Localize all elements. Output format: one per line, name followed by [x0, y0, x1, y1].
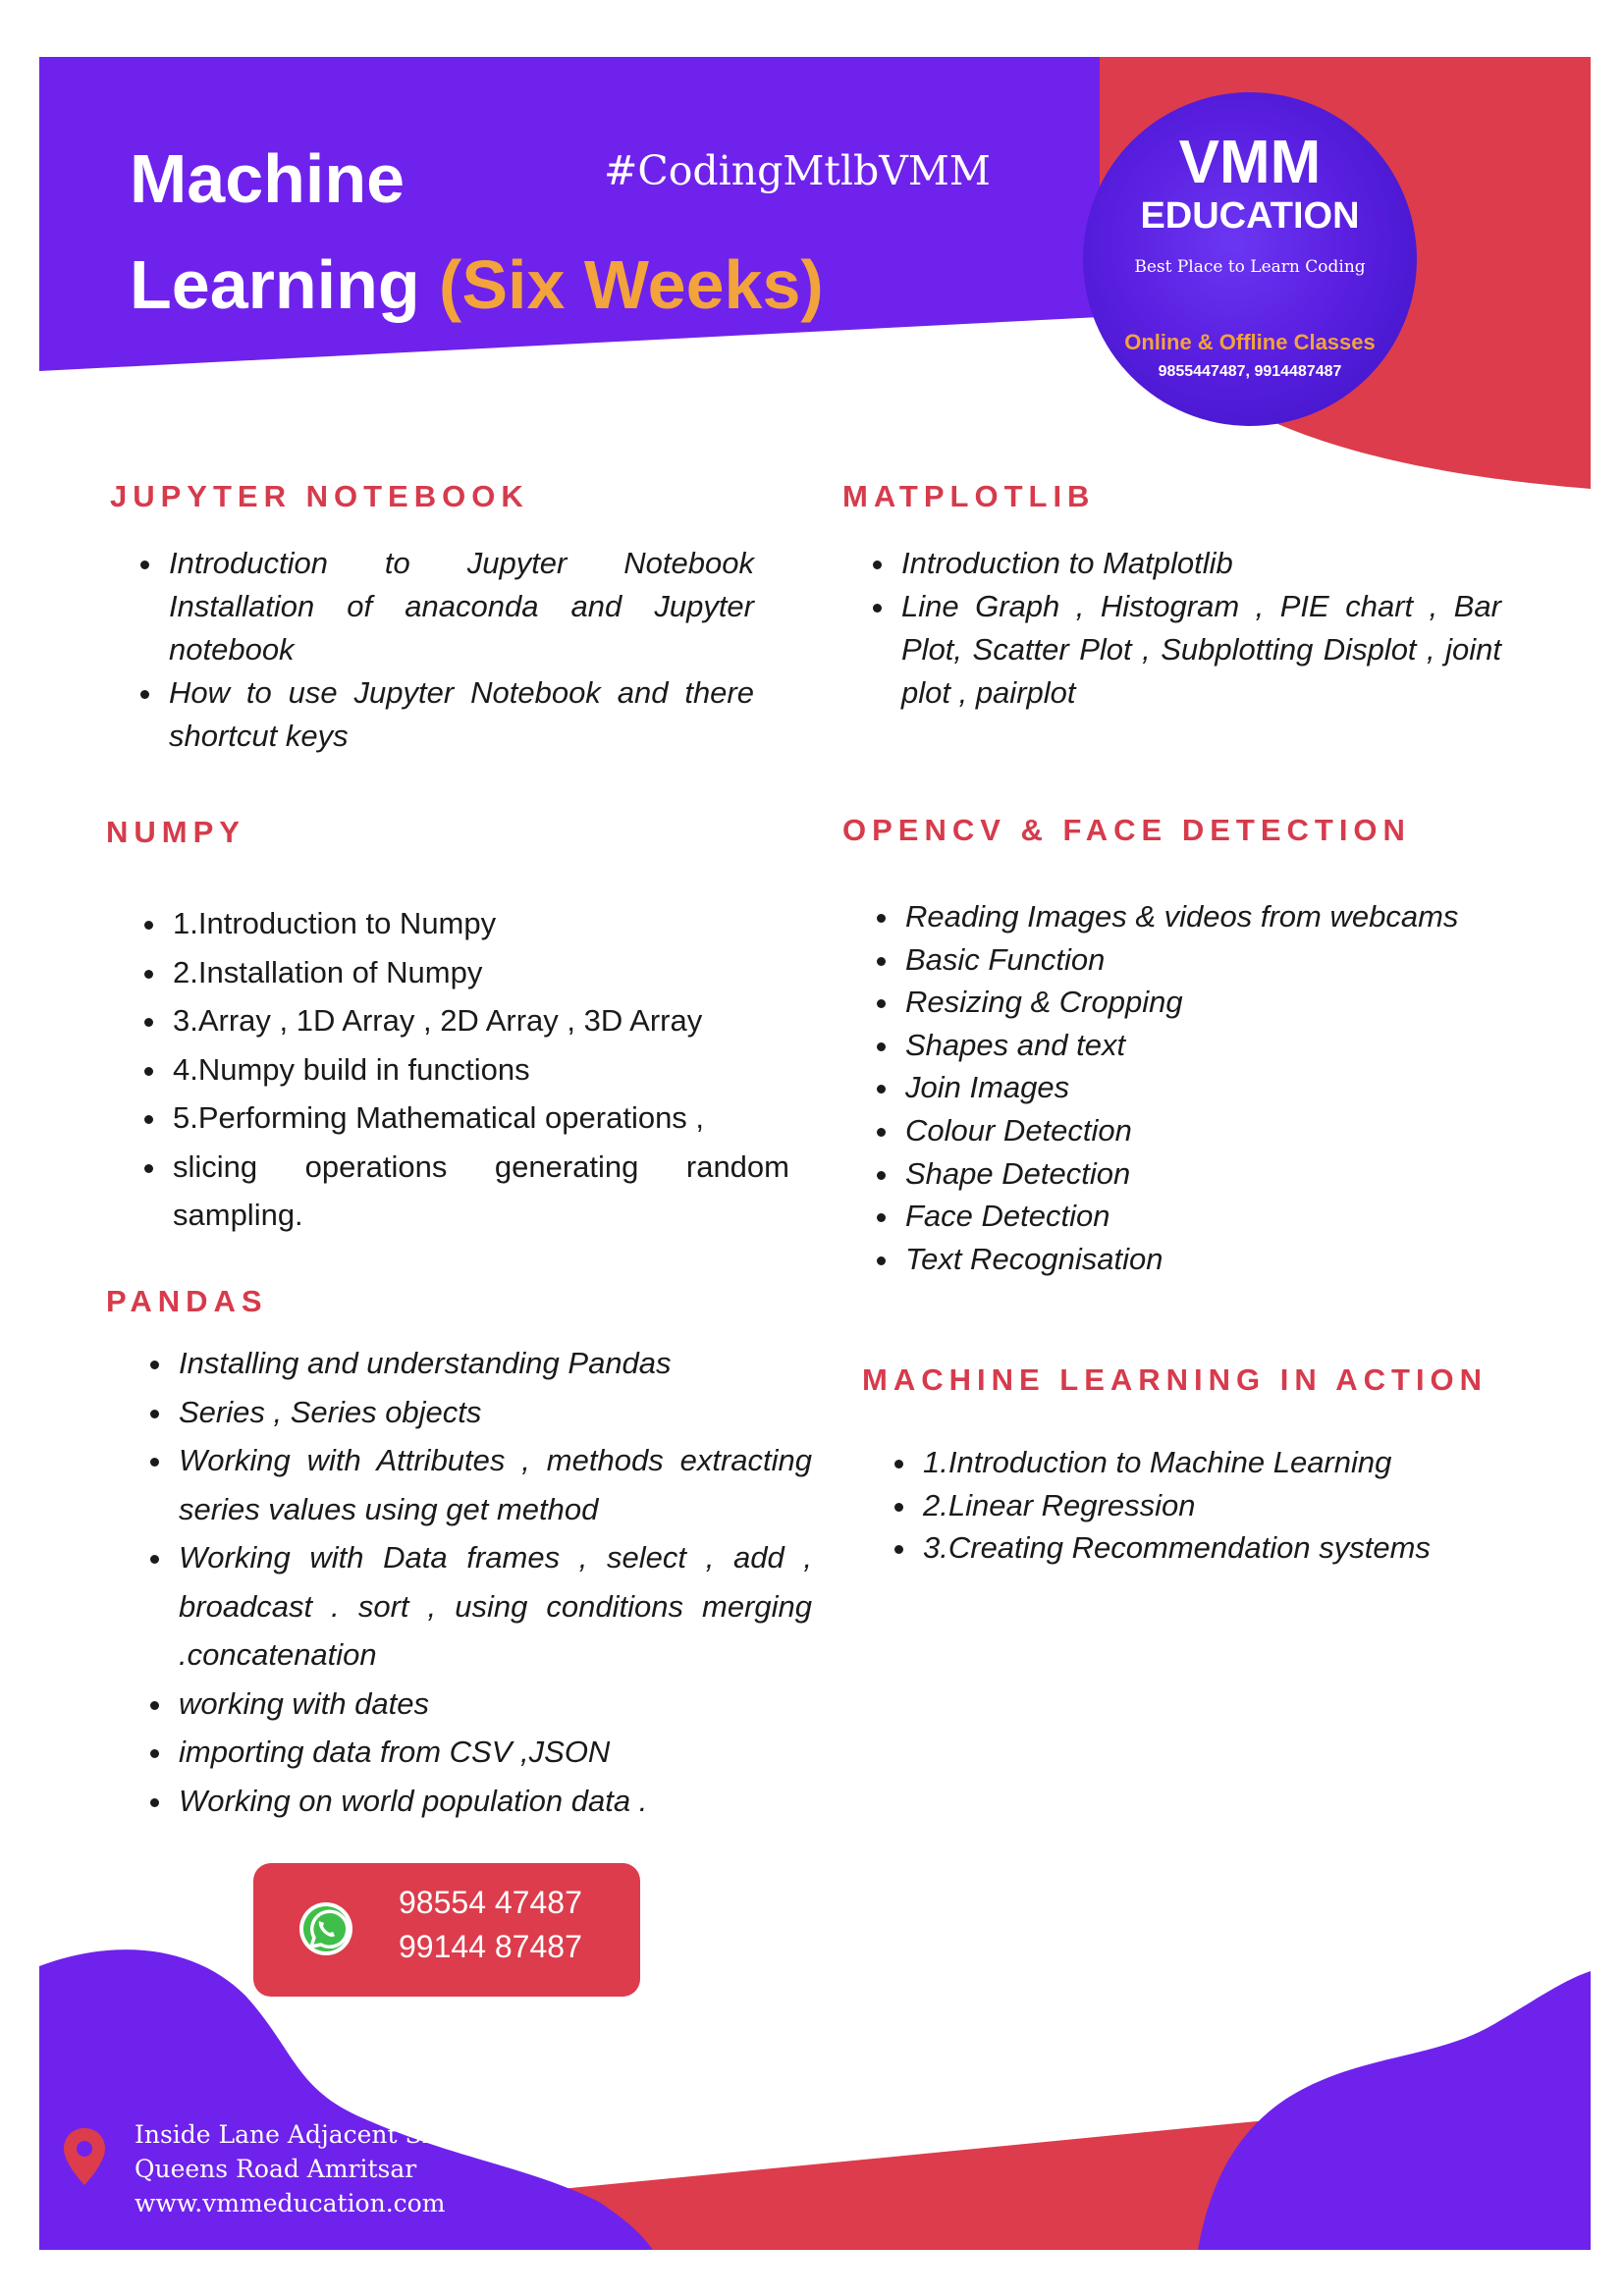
list-item: • 5.Performing Mathematical operations ,	[169, 1094, 789, 1143]
list-item: • Working with Data frames , select , add , broadcast . sort , using conditions merging .concatenation	[175, 1533, 812, 1680]
list-item: • How to use Jupyter Notebook and there shortcut keys	[165, 671, 754, 758]
list-item: • 3.Array , 1D Array , 2D Array , 3D Array	[169, 996, 789, 1045]
list-item: • working with dates	[175, 1680, 812, 1729]
section-title-jupyter: JUPYTER NOTEBOOK	[110, 479, 529, 513]
list-item: • Series , Series objects	[175, 1388, 812, 1437]
title-duration: (Six Weeks)	[439, 246, 824, 323]
logo-phones: 9855447487, 9914487487	[1158, 363, 1342, 380]
section-title-opencv: OPENCV & FACE DETECTION	[842, 813, 1411, 847]
phone-number-1[interactable]: 98554 47487	[399, 1885, 582, 1920]
list-ml-action	[884, 1441, 1547, 1570]
list-item: • Working with Attributes , methods extracting series values using get method	[175, 1436, 812, 1533]
list-item: • slicing operations generating random sampling.	[169, 1143, 789, 1240]
hashtag: #CodingMtlbVMM	[604, 147, 991, 194]
footer-purple-right	[1198, 1971, 1591, 2250]
list-item: • Text Recognisation	[901, 1238, 1502, 1281]
list-opencv	[866, 895, 1502, 1280]
website-link[interactable]: www.vmmeducation.com	[135, 2189, 446, 2217]
list-item: • Face Detection	[901, 1195, 1502, 1238]
logo-tagline: Best Place to Learn Coding	[1134, 257, 1366, 277]
logo-vmm: VMM	[1178, 129, 1322, 196]
list-item: • Basic Function	[901, 938, 1502, 982]
section-title-ml-action: MACHINE LEARNING IN ACTION	[862, 1362, 1488, 1397]
list-item: • importing data from CSV ,JSON	[175, 1728, 812, 1777]
section-title-pandas: PANDAS	[106, 1284, 268, 1318]
list-item: • Reading Images & videos from webcams	[901, 895, 1502, 938]
list-item: • 1.Introduction to Numpy	[169, 899, 789, 948]
contact-box	[253, 1863, 640, 1997]
list-item: • Colour Detection	[901, 1109, 1502, 1152]
list-numpy	[134, 899, 789, 1240]
title-word-learning: Learning	[130, 246, 420, 323]
list-item: • 2.Linear Regression	[919, 1484, 1547, 1527]
logo-education: EDUCATION	[1140, 195, 1360, 237]
list-pandas	[139, 1339, 812, 1825]
title-line-2	[130, 232, 824, 338]
list-matplotlib	[862, 542, 1501, 715]
list-item: • Line Graph , Histogram , PIE chart , Bar Plot, Scatter Plot , Subplotting Displot , joint plot , pairplot	[897, 585, 1501, 715]
list-item: • Shape Detection	[901, 1152, 1502, 1196]
list-jupyter	[130, 542, 754, 758]
list-item: • Shapes and text	[901, 1024, 1502, 1067]
list-item: • 2.Installation of Numpy	[169, 948, 789, 997]
list-item: • Working on world population data .	[175, 1777, 812, 1826]
section-title-matplotlib: MATPLOTLIB	[842, 479, 1096, 513]
vmm-logo	[1083, 92, 1417, 426]
phone-number-2[interactable]: 99144 87487	[399, 1929, 582, 1964]
list-item: • Resizing & Cropping	[901, 981, 1502, 1024]
list-item: • 1.Introduction to Machine Learning	[919, 1441, 1547, 1484]
list-item: • Installing and understanding Pandas	[175, 1339, 812, 1388]
brochure-page	[39, 57, 1591, 2250]
address-line-1: Inside Lane Adjacent Shiraz Hotel	[135, 2120, 562, 2149]
section-title-numpy: NUMPY	[106, 815, 245, 849]
list-item: • Join Images	[901, 1066, 1502, 1109]
whatsapp-icon	[298, 1900, 354, 1957]
location-pin-icon	[61, 2126, 108, 2187]
list-item: • 3.Creating Recommendation systems	[919, 1526, 1547, 1570]
list-item: • Introduction to Matplotlib	[897, 542, 1501, 585]
title-line-1: Machine	[130, 140, 406, 217]
list-item: • 4.Numpy build in functions	[169, 1045, 789, 1095]
logo-classes: Online & Offline Classes	[1124, 330, 1376, 354]
list-item: • Introduction to Jupyter Notebook Installation of anaconda and Jupyter notebook	[165, 542, 754, 671]
address-line-2: Queens Road Amritsar	[135, 2155, 417, 2183]
